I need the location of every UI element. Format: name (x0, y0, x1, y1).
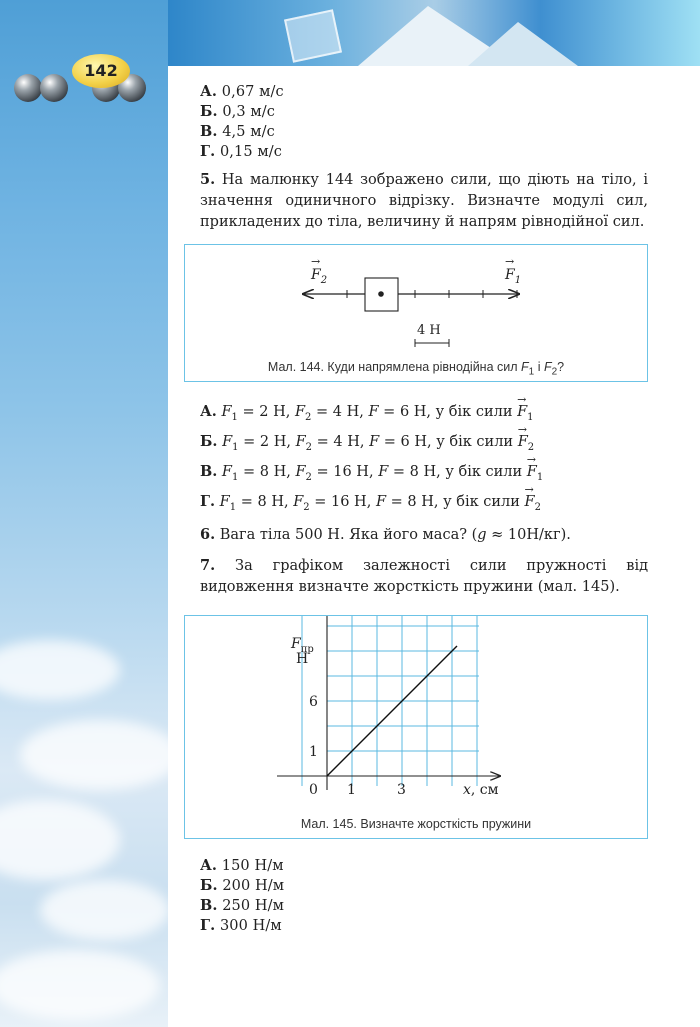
y-axis-unit: Н (296, 651, 309, 667)
x-tick-1: 1 (347, 782, 356, 798)
question-5: 5. На малюнку 144 зображено сили, що діють на тіло, і значення одиничного відрізку. Визначте модулі сил, прикладених до тіла, величину й напрям рівнодійної сил. (200, 171, 649, 230)
q7-option-b: Б. 200 Н/м (200, 877, 285, 894)
x-tick-3: 3 (397, 782, 406, 798)
question-6: 6. Вага тіла 500 Н. Яка його маса? (g ≈ 10Н/кг). (200, 526, 571, 543)
body-point (378, 291, 384, 297)
q5-answer-a: А. $F_1 = 2$ Н, $F_2 = 4$ Н, F = 6 Н, у бік сили → $F_1$ (200, 402, 534, 428)
left-decorative-panel (0, 0, 168, 1027)
q4-option-c: В. 4,5 м/с (200, 123, 275, 140)
q4-option-a: А. 0,67 м/с (200, 83, 284, 100)
top-decorative-banner (168, 0, 700, 66)
f2-label: → $F_2$ (311, 267, 327, 286)
y-tick-6: 6 (309, 694, 318, 710)
y-axis-label: $F_{пр}$ (291, 636, 314, 655)
question-7: 7. За графіком залежності сили пружності від видовження визначте жорсткість пружини (мал. 145). (200, 557, 649, 595)
force-elongation-chart (185, 616, 647, 816)
figure-144 (184, 244, 648, 382)
page-number: 142 (72, 54, 130, 88)
figure-145-caption: Мал. 145. Визначте жорсткість пружини (300, 817, 532, 831)
figure-144-caption: Мал. 144. Куди напрямлена рівнодійна сил $F_1$ і $F_2$? (267, 360, 565, 378)
q7-option-a: А. 150 Н/м (200, 857, 284, 874)
page-number-badge (14, 50, 154, 106)
f1-label: → $F_1$ (505, 267, 521, 286)
q4-option-d: Г. 0,15 м/с (200, 143, 282, 160)
ice-cube-image (284, 9, 342, 62)
q7-option-d: Г. 300 Н/м (200, 917, 282, 934)
q5-answer-d: Г. $F_1 = 8$ Н, $F_2 = 16$ Н, F = 8 Н, у бік сили → $F_2$ (200, 492, 541, 518)
q5-answer-b: Б. $F_1 = 2$ Н, $F_2 = 4$ Н, F = 6 Н, у бік сили → $F_2$ (200, 432, 534, 458)
figure-145 (184, 615, 648, 839)
y-tick-1: 1 (309, 744, 318, 760)
chart-grid (302, 616, 479, 786)
q4-option-b: Б. 0,3 м/с (200, 103, 276, 120)
force-line (327, 646, 457, 776)
q7-option-c: В. 250 Н/м (200, 897, 285, 914)
force-diagram (185, 245, 647, 355)
x-origin-label: 0 (309, 782, 318, 798)
q5-answer-c: В. $F_1 = 8$ Н, $F_2 = 16$ Н, F = 8 Н, у бік сили → $F_1$ (200, 462, 543, 488)
x-axis-label: x, см (463, 782, 499, 798)
scale-label: 4 Н (417, 323, 441, 338)
